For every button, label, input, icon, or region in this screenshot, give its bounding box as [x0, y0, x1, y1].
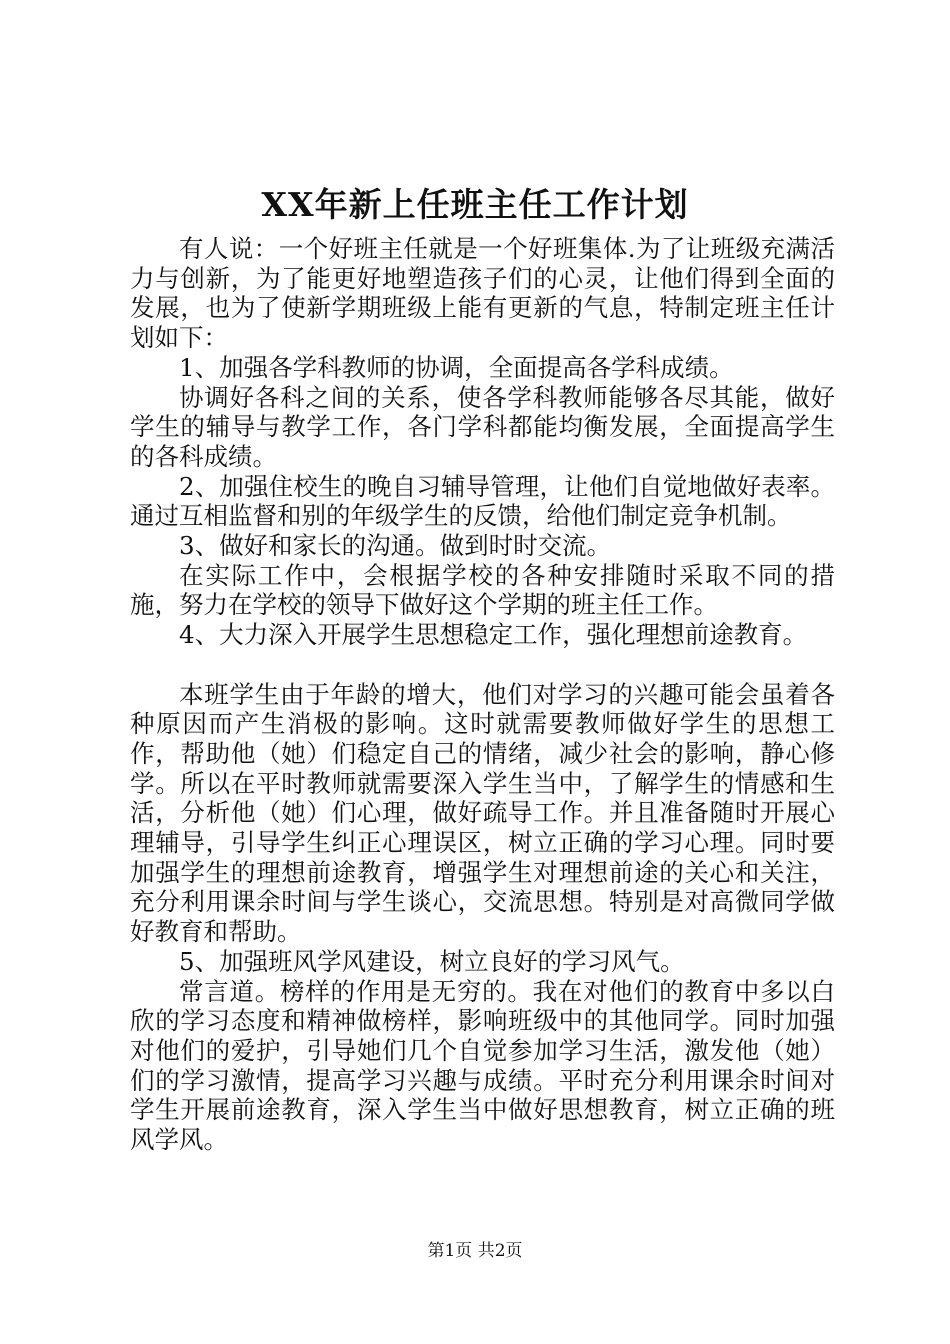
paragraph-item-4-body: 本班学生由于年龄的增大，他们对学习的兴趣可能会虽着各种原因而产生消极的影响。这时就需要教师做好学生的思想工作，帮助他（她）们稳定自己的情绪，减少社会的影响，静心修学。所以在平时教师就需要深入学生当中，了解学生的情感和生活，分析他（她）们心理，做好疏导工作。并且准备随时开展心理辅导，引导学生纠正心理误区，树立正确的学习心理。同时要加强学生的理想前途教育，增强学生对理想前途的关心和关注，充分利用课余时间与学生谈心，交流思想。特别是对高微同学做好教育和帮助。 — [130, 679, 835, 947]
blank-line — [130, 650, 835, 680]
paragraph-item-4-heading: 4、大力深入开展学生思想稳定工作，强化理想前途教育。 — [179, 620, 808, 650]
document-body — [130, 234, 835, 1155]
paragraph-item-5-body: 常言道。榜样的作用是无穷的。我在对他们的教育中多以白欣的学习态度和精神做榜样，影响班级中的其他同学。同时加强对他们的爱护，引导她们几个自觉参加学习生活，激发他（她）们的学习激情，提高学习兴趣与成绩。平时充分利用课余时间对学生开展前途教育，深入学生当中做好思想教育，树立正确的班风学风。 — [130, 976, 835, 1155]
paragraph-item-2: 2、加强住校生的晚自习辅导管理，让他们自觉地做好表率。通过互相监督和别的年级学生的反馈，给他们制定竞争机制。 — [130, 471, 835, 531]
paragraph-item-1-heading: 1、加强各学科教师的协调，全面提高各学科成绩。 — [179, 352, 734, 382]
paragraph-item-3-heading: 3、做好和家长的沟通。做到时时交流。 — [179, 531, 612, 561]
page-footer: 第1页 共2页 — [427, 1241, 523, 1261]
paragraph-item-1-body: 协调好各科之间的关系，使各学科教师能够各尽其能，做好学生的辅导与教学工作，各门学科都能均衡发展，全面提高学生的各科成绩。 — [130, 382, 835, 471]
paragraph-intro: 有人说：一个好班主任就是一个好班集体.为了让班级充满活力与创新，为了能更好地塑造孩子们的心灵，让他们得到全面的发展，也为了使新学期班级上能有更新的气息，特制定班主任计划如下： — [130, 234, 835, 353]
paragraph-item-5-heading: 5、加强班风学风建设，树立良好的学习风气。 — [179, 946, 685, 976]
paragraph-item-3-body: 在实际工作中，会根据学校的各种安排随时采取不同的措施，努力在学校的领导下做好这个学期的班主任工作。 — [130, 560, 835, 620]
document-title: XX年新上任班主任工作计划 — [261, 185, 689, 224]
